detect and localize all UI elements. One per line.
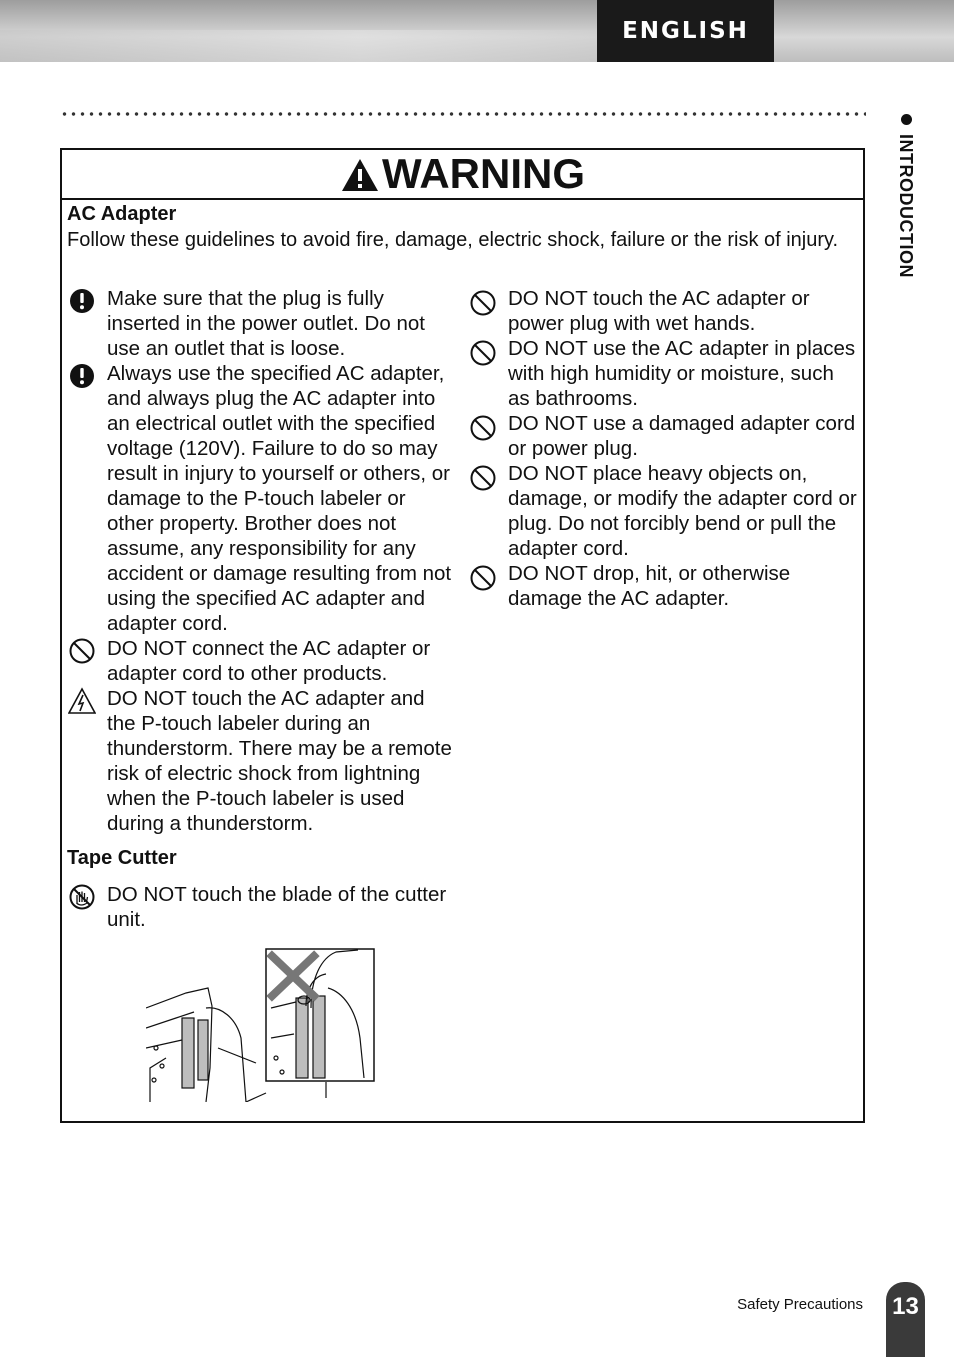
prohibited-icon xyxy=(469,464,497,492)
prohibited-icon xyxy=(68,637,96,665)
warning-box xyxy=(60,148,865,1123)
page-number: 13 xyxy=(886,1282,925,1357)
cutter-illustration xyxy=(146,948,376,1102)
warning-triangle-icon xyxy=(340,157,380,193)
list-item: DO NOT use the AC adapter in places with high humidity or moisture, such as bathrooms. xyxy=(466,336,861,411)
mandatory-icon xyxy=(68,362,96,390)
list-item: DO NOT drop, hit, or otherwise damage the AC adapter. xyxy=(466,561,861,611)
ac-adapter-heading: AC Adapter xyxy=(67,203,177,225)
top-header-band xyxy=(0,0,954,62)
ac-adapter-intro: Follow these guidelines to avoid fire, damage, electric shock, failure or the risk of injury. xyxy=(67,229,839,251)
prohibited-icon xyxy=(469,564,497,592)
list-item: DO NOT touch the AC adapter and the P-touch labeler during an thunderstorm. There may be a remote risk of electric shock from lightning when the P-touch labeler is used during a thunderstorm. xyxy=(65,686,457,836)
prohibited-icon xyxy=(469,414,497,442)
left-column xyxy=(65,286,457,836)
list-item: DO NOT use a damaged adapter cord or power plug. xyxy=(466,411,861,461)
tape-cutter-list xyxy=(65,882,457,932)
right-column xyxy=(466,286,861,611)
list-item: Always use the specified AC adapter, and always plug the AC adapter into an electrical outlet with the specified voltage (120V). Failure to do so may result in injury to yourself or others, or damage to the P-touch labeler or other property. Brother does not assume, any responsibility for any accident or damage resulting from not using the specified AC adapter and adapter cord. xyxy=(65,361,457,636)
prohibited-icon xyxy=(469,289,497,317)
section-side-label xyxy=(892,112,922,312)
list-item: Make sure that the plug is fully inserted in the power outlet. Do not use an outlet that is loose. xyxy=(65,286,457,361)
list-item: DO NOT touch the blade of the cutter unit. xyxy=(65,882,457,932)
list-item: DO NOT touch the AC adapter or power plug with wet hands. xyxy=(466,286,861,336)
dotted-divider xyxy=(60,111,866,117)
footer-section-name: Safety Precautions xyxy=(737,1296,863,1313)
list-item: DO NOT connect the AC adapter or adapter cord to other products. xyxy=(65,636,457,686)
warning-header xyxy=(62,150,863,200)
no-touch-icon xyxy=(68,883,96,911)
language-tab: ENGLISH xyxy=(597,0,774,62)
tape-cutter-heading: Tape Cutter xyxy=(67,847,177,869)
side-label-text: INTRODUCTION xyxy=(896,134,916,278)
mandatory-icon xyxy=(68,287,96,315)
warning-title: WARNING xyxy=(382,150,585,197)
prohibited-icon xyxy=(469,339,497,367)
list-item: DO NOT place heavy objects on, damage, or modify the adapter cord or plug. Do not forcibly bend or pull the adapter cord. xyxy=(466,461,861,561)
electric-shock-icon xyxy=(68,687,96,715)
bullet-icon xyxy=(901,114,912,125)
